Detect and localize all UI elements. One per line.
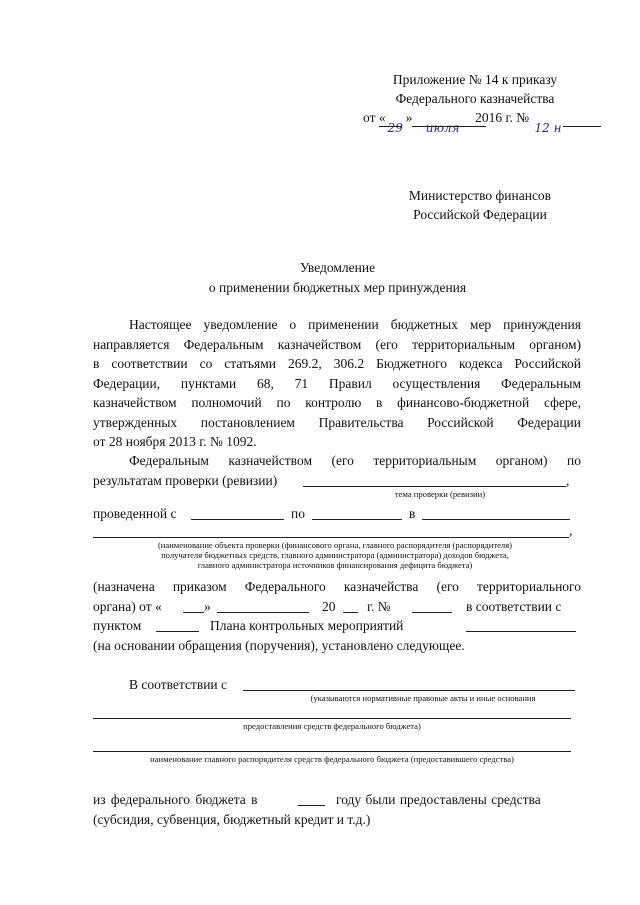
caption-funds: предоставления средств федерального бюджета) — [243, 721, 421, 731]
recipient-line-1: Министерство финансов — [408, 188, 552, 203]
handwritten-day: 29 — [387, 121, 403, 135]
order-day-underline — [183, 612, 204, 613]
paragraph-line: Настоящее уведомление о применении бюджетных мер принуждения — [129, 317, 581, 332]
manager-underline — [93, 751, 571, 752]
annex-line-2: Федерального казначейства — [395, 91, 555, 106]
annex-date-year: 2016 г. № — [475, 110, 530, 125]
order-date-quote: » — [204, 599, 211, 614]
title-line-1: Уведомление — [299, 260, 376, 275]
plan-underline — [466, 631, 576, 632]
period-in-label: в — [409, 506, 416, 521]
annex-date-quote: » — [405, 110, 413, 125]
order-year-underline — [343, 612, 358, 613]
annex-date-prefix: от « — [363, 110, 386, 125]
funds-line-start: из федерального бюджета в — [93, 792, 258, 807]
order-line-1: (назначена приказом Федерального казначейства (его территориального — [93, 579, 581, 594]
order-month-underline — [217, 612, 309, 613]
paragraph-line: казначейством полномочий по контролю в финансово-бюджетной сфере, — [93, 395, 581, 410]
order-number-label: г. № — [367, 599, 391, 614]
order-year-prefix: 20 — [322, 599, 336, 614]
caption-topic: тема проверки (ревизии) — [394, 489, 486, 499]
funds-types: (субсидия, субвенция, бюджетный кредит и т.д.) — [93, 812, 371, 827]
funds-year-underline — [298, 805, 325, 806]
accordance-underline — [243, 690, 575, 691]
order-accordance: в соответствии с — [466, 599, 562, 614]
paragraph-line: направляется Федеральным казначейством (его территориальным органом) — [93, 336, 581, 352]
plan-label: Плана контрольных мероприятий — [210, 618, 404, 633]
caption-object-line: (наименование объекта проверки (финансового органа, главного распорядителя (распорядителя) — [157, 540, 513, 550]
annex-date-line — [363, 108, 603, 135]
recipient-block — [380, 186, 580, 224]
funds-line-end: году были предоставлены средства — [336, 792, 541, 807]
findings-conclusion: (на основании обращения (поручения), установлено следующее. — [93, 638, 465, 653]
date-number-underline — [563, 126, 601, 127]
paragraph-line: в соответствии со статьями 269.2, 306.2 Бюджетного кодекса Российской — [93, 356, 581, 371]
handwritten-number: 12 н — [534, 121, 562, 135]
object-underline — [93, 537, 569, 538]
caption-object-line: получателя бюджетных средств, главного администратора (администратора) доходов бюджета, — [161, 550, 509, 560]
period-to-label: по — [291, 506, 305, 521]
caption-legal-acts: (указываются нормативные правовые акты и иные основания — [310, 693, 536, 703]
date-day-underline — [379, 126, 401, 127]
period-from-label: проведенной с — [93, 506, 177, 521]
findings-line-1: Федеральным казначейством (его территориальным органом) по — [129, 453, 581, 468]
handwritten-month: июля — [425, 121, 460, 135]
caption-object-line: главного администратора источников финансирования дефицита бюджета) — [197, 560, 473, 570]
period-to-underline — [312, 519, 402, 520]
date-month-underline — [412, 126, 486, 127]
title-line-2: о применении бюджетных мер принуждения — [208, 280, 467, 295]
annex-line-1: Приложение № 14 к приказу — [392, 72, 558, 87]
topic-underline — [303, 486, 566, 487]
grounds-underline — [93, 718, 571, 719]
findings-line-2: результатам проверки (ревизии) — [93, 473, 278, 488]
accordance-label: В соответствии с — [129, 677, 228, 692]
recipient-line-2: Российской Федерации — [413, 207, 547, 222]
paragraph-line: утвержденных постановлением Правительства Российской Федерации — [93, 414, 581, 430]
order-number-underline — [412, 612, 452, 613]
caption-manager: наименование главного распорядителя средств федерального бюджета (предоставившего средства) — [150, 754, 514, 764]
plan-item-label: пунктом — [93, 618, 142, 633]
annex-header — [360, 70, 590, 108]
paragraph-line: от 28 ноября 2013 г. № 1092. — [93, 434, 257, 449]
paragraph-line: Федерации, пунктами 68, 71 Правил осуществления Федеральным — [93, 375, 581, 391]
order-date-label: органа) от « — [93, 599, 162, 614]
plan-item-underline — [156, 631, 199, 632]
findings-line-2-comma: , — [566, 473, 570, 488]
caption-object — [100, 540, 570, 570]
period-in-underline — [422, 519, 570, 520]
paragraph-intro — [93, 315, 581, 452]
object-line-comma: , — [569, 523, 573, 538]
document-title — [120, 258, 555, 298]
period-from-underline — [191, 519, 284, 520]
